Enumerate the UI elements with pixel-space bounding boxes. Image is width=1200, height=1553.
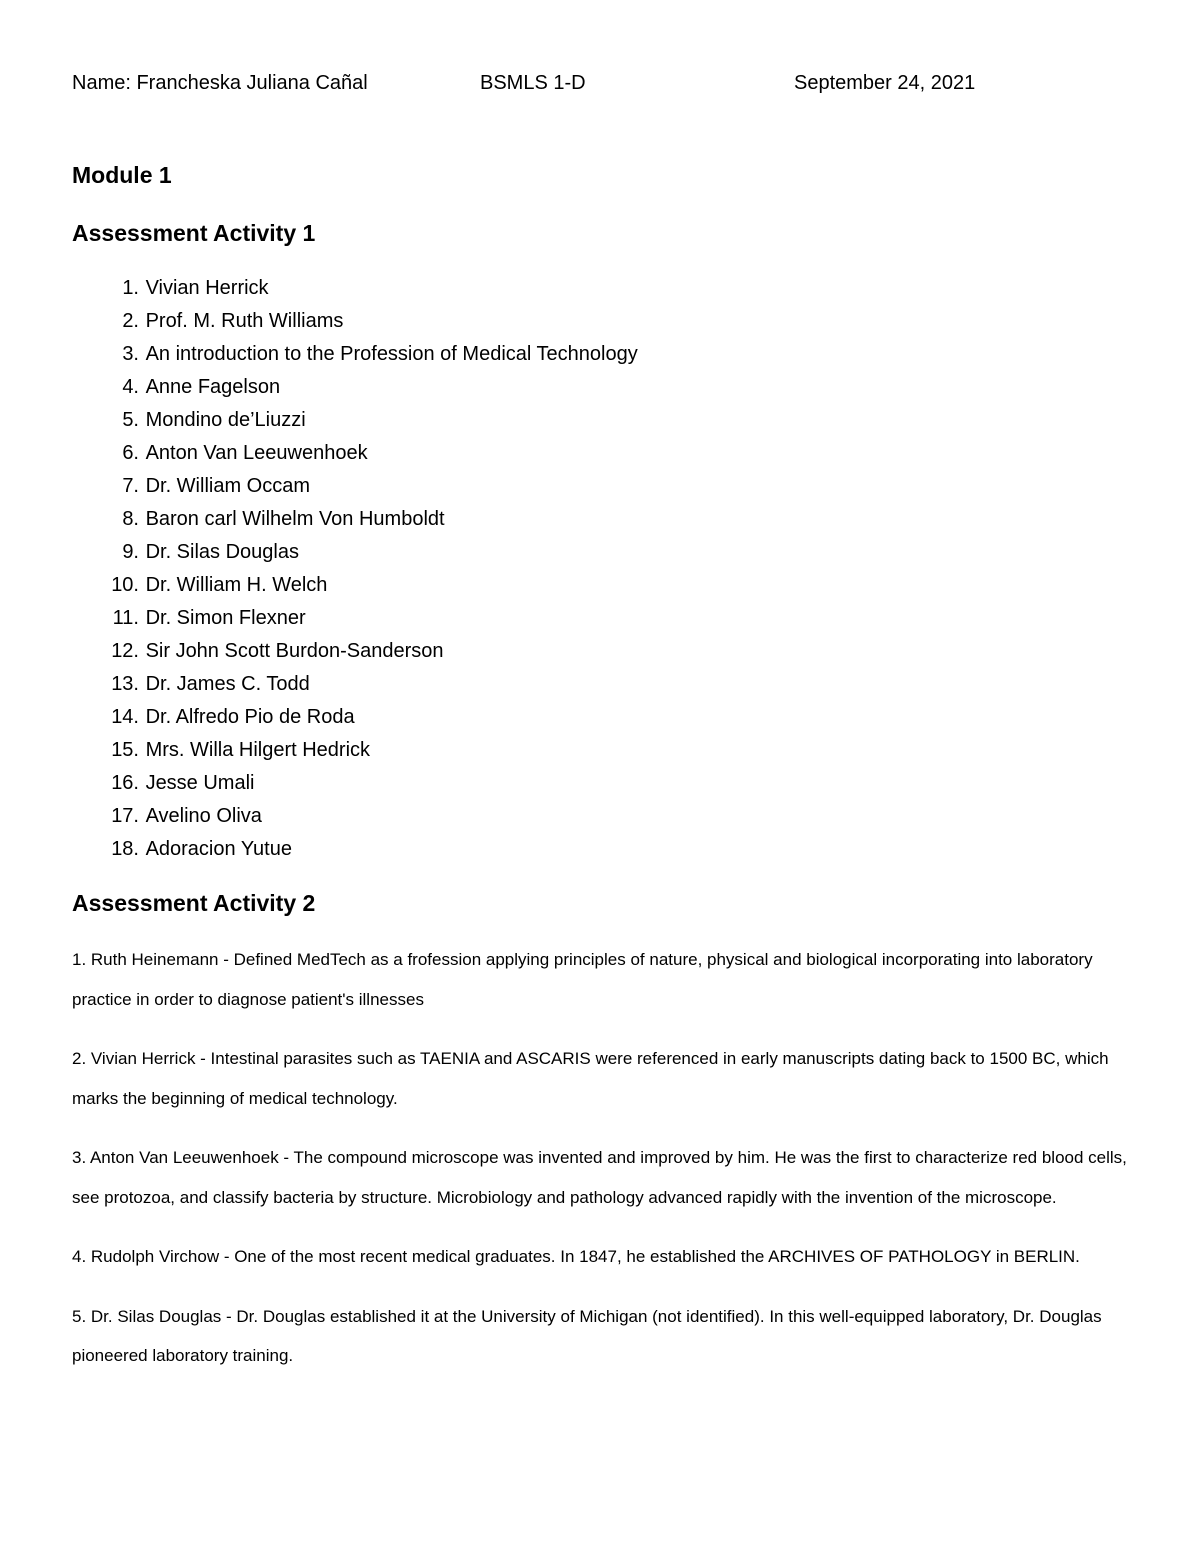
activity-2-title: Assessment Activity 2 [72,890,316,916]
activity-2-answers [72,940,1132,1396]
list-item-text: Adoracion Yutue [145,838,292,860]
list-item-text: Sir John Scott Burdon-Sanderson [145,640,444,662]
list-item-number: 11. [112,607,139,629]
list-item-text: Mrs. Willa Hilgert Hedrick [145,739,371,761]
list-item-text: Dr. Silas Douglas [145,541,299,563]
activity-1-list [72,272,638,866]
list-item-number: 8. [122,508,139,530]
list-item-number: 2. [122,310,139,332]
list-item [72,470,638,503]
list-item [72,833,638,866]
student-name: Name: Francheska Juliana Cañal [72,72,368,94]
list-item-number: 4. [122,376,139,398]
list-item-number: 10. [111,574,139,596]
list-item [72,338,638,371]
list-item [72,767,638,800]
list-item-number: 9. [122,541,139,563]
list-item-number: 15. [111,739,139,761]
list-item-text: Prof. M. Ruth Williams [145,310,344,332]
answer-paragraph: 4. Rudolph Virchow - One of the most recent medical graduates. In 1847, he established the ARCHIVES OF PATHOLOGY in BERLIN. [72,1247,1080,1266]
list-item-number: 18. [111,838,139,860]
document-date: September 24, 2021 [794,72,976,94]
list-item-text: Dr. Alfredo Pio de Roda [145,706,355,728]
list-item [72,503,638,536]
list-item-text: Dr. William H. Welch [145,574,328,596]
answer-paragraph: 2. Vivian Herrick - Intestinal parasites such as TAENIA and ASCARIS were referenced in early manuscripts dating back to 1500 BC, which marks the beginning of medical technology. [72,1049,1109,1108]
student-section: BSMLS 1-D [480,72,586,94]
list-item [72,437,638,470]
list-item-text: Jesse Umali [145,772,255,794]
list-item-text: Dr. William Occam [145,475,311,497]
list-item-number: 5. [122,409,139,431]
list-item [72,569,638,602]
list-item-number: 17. [111,805,139,827]
answer-paragraph: 5. Dr. Silas Douglas - Dr. Douglas established it at the University of Michigan (not identified). In this well-equipped laboratory, Dr. Douglas pioneered laboratory training. [72,1306,1102,1365]
list-item-number: 6. [122,442,139,464]
list-item-text: Anton Van Leeuwenhoek [145,442,368,464]
list-item [72,635,638,668]
list-item-text: Dr. Simon Flexner [145,607,306,629]
activity-1-title: Assessment Activity 1 [72,220,316,246]
list-item-text: Baron carl Wilhelm Von Humboldt [145,508,445,530]
list-item [72,305,638,338]
document-header [72,72,1132,100]
list-item [72,602,638,635]
list-item-text: Avelino Oliva [145,805,262,827]
list-item-text: Mondino de’Liuzzi [145,409,306,431]
list-item [72,536,638,569]
list-item [72,371,638,404]
list-item-text: Dr. James C. Todd [145,673,310,695]
answer-paragraph: 3. Anton Van Leeuwenhoek - The compound microscope was invented and improved by him. He was the first to characterize red blood cells, see protozoa, and classify bacteria by structure. Microbiology and pathology advanced rapidly with the invention of the microscope. [72,1148,1127,1207]
list-item-text: Anne Fagelson [145,376,281,398]
list-item [72,668,638,701]
list-item-number: 7. [122,475,139,497]
list-item-number: 16. [111,772,139,794]
list-item [72,800,638,833]
list-item-text: Vivian Herrick [145,277,269,299]
module-title: Module 1 [72,162,172,188]
list-item-number: 12. [111,640,139,662]
list-item [72,404,638,437]
list-item [72,701,638,734]
list-item-number: 14. [111,706,139,728]
list-item-text: An introduction to the Profession of Medical Technology [145,343,638,365]
list-item-number: 13. [111,673,139,695]
list-item [72,272,638,305]
list-item-number: 3. [122,343,139,365]
answer-paragraph: 1. Ruth Heinemann - Defined MedTech as a frofession applying principles of nature, physical and biological incorporating into laboratory practice in order to diagnose patient's illnesses [72,950,1093,1009]
list-item-number: 1. [122,277,139,299]
list-item [72,734,638,767]
